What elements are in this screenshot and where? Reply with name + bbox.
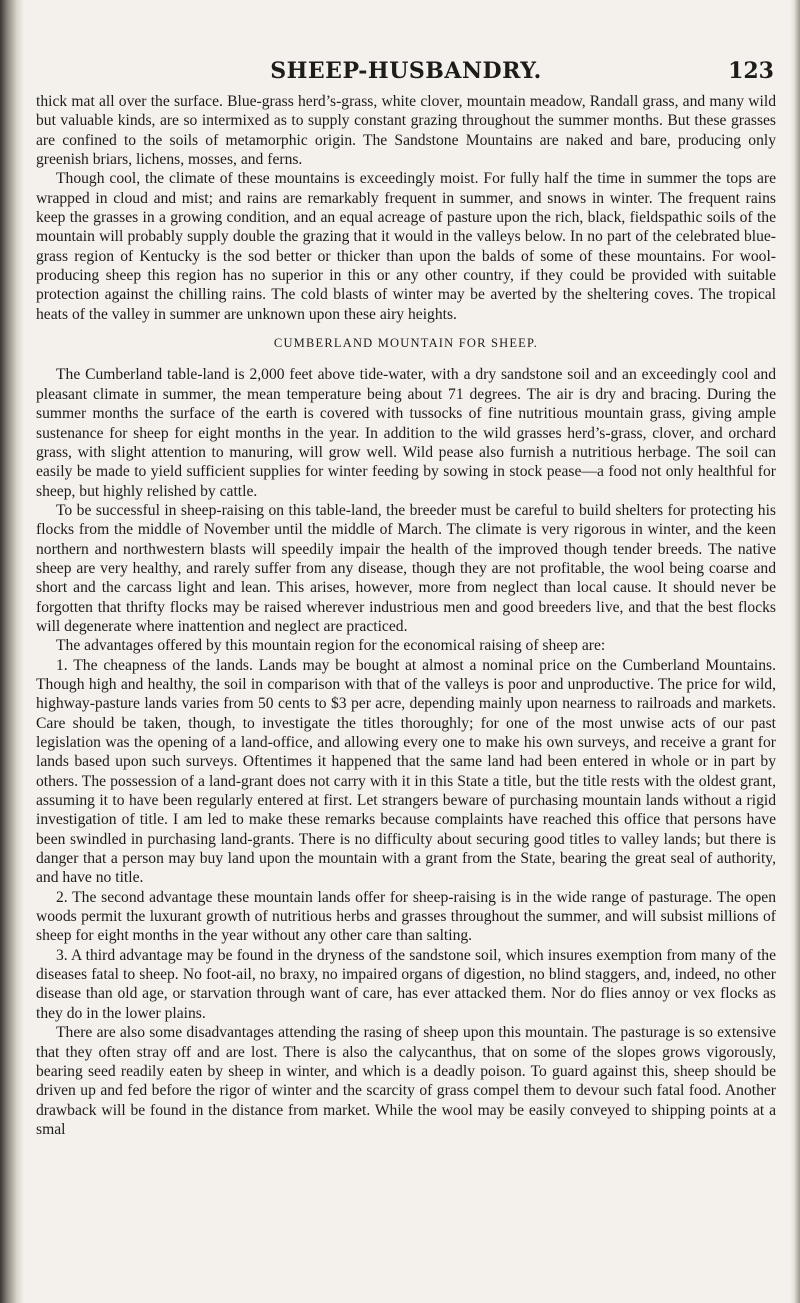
paragraph: thick mat all over the surface. Blue-grass herd’s-grass, white clover, mountain meadow, Randall grass, and many wild but valuable kinds, are so intermixed as to supply constant grazing throughout the summer months. But these grasses are confined to the soils of metamorphic origin. The Sandstone Mountains are naked and bare, producing only greenish briars, lichens, mosses, and ferns. [36,93,776,169]
body-text [36,92,776,1139]
paragraph: 2. The second advantage these mountain lands offer for sheep-raising is in the wide range of pasturage. The open woods permit the luxurant growth of nutritious herbs and grasses throughout the summer, and will subsist millions of sheep for eight months in the year without any other care than salting. [36,888,776,945]
page-edge-shadow [790,0,800,1303]
page-number: 123 [728,58,774,84]
paragraph: The Cumberland table-land is 2,000 feet above tide-water, with a dry sandstone soil and an exceedingly cool and pleasant climate in summer, the mean temperature being about 71 degrees. The air is dry and bracing. During the summer months the surface of the earth is covered with tussocks of fine nutritious mountain grass, giving ample sustenance for sheep for eight months in the year. In addition to the wild grasses herd’s-grass, clover, and orchard grass, with slight attention to manuring, will grow well. Wild pease also furnish a nutritious herbage. The soil can easily be made to yield sufficient supplies for winter feeding by sowing in stock pease—a food not only healthful for sheep, but highly relished by cattle. [36,366,776,500]
running-head [36,58,776,92]
paragraph: There are also some disadvantages attending the rasing of sheep upon this mountain. The pasturage is so extensive that they often stray off and are lost. There is also the calycanthus, that on some of the slopes grows vigorously, bearing seed readily eaten by sheep in winter, and which is a deadly poison. To guard against this, sheep should be driven up and fed before the rigor of winter and the scarcity of grass compel them to devour such fatal food. Another drawback will be found in the distance from market. While the wool may be easily conveyed to shipping points at a smal [36,1024,776,1138]
book-page [36,58,776,1139]
paragraph: 3. A third advantage may be found in the dryness of the sandstone soil, which insures exemption from many of the diseases fatal to sheep. No foot-ail, no braxy, no impaired organs of digestion, no blind staggers, and, indeed, no other disease than old age, or starvation through want of care, has ever attacked them. Nor do flies annoy or vex flocks as they do in the lower plains. [36,946,776,1022]
running-title: SHEEP-HUSBANDRY. [270,58,542,84]
paragraph: The advantages offered by this mountain region for the economical raising of sheep are: [56,637,606,655]
section-heading: CUMBERLAND MOUNTAIN FOR SHEEP. [273,336,539,351]
paragraph: To be successful in sheep-raising on this table-land, the breeder must be careful to build shelters for protecting his flocks from the middle of November until the middle of March. The climate is very rigorous in winter, and the keen northern and northwestern blasts will speedily impair the health of the improved though tender breeds. The native sheep are very healthy, and rarely suffer from any disease, though they are not profitable, the wool being coarse and short and the carcass light and lean. This arises, however, more from neglect than local cause. It should never be forgotten that thrifty flocks may be raised wherever industrious men and good breeders live, and that the best flocks will degenerate where inattention and neglect are practiced. [36,501,776,635]
paragraph: 1. The cheapness of the lands. Lands may be bought at almost a nominal price on the Cumberland Mountains. Though high and healthy, the soil in comparison with that of the valleys is poor and unproductive. The price for wild, highway-pasture lands varies from 50 cents to $3 per acre, depending mainly upon nearness to railroads and markets. Care should be taken, though, to investigate the titles thoroughly; for one of the most unwise acts of our past legislation was the opening of a land-office, and allowing every one to make his own surveys, and receive a grant for lands based upon such surveys. Oftentimes it happened that the same land had been entered in whole or in part by others. The possession of a land-grant does not carry with it in this State a title, but the title rests with the oldest grant, assuming it to have been regularly entered at first. Let strangers beware of purchasing mountain lands without a rigid investigation of title. I am led to make these remarks because complaints have reached this office that persons have been swindled in purchasing land-grants. There is no difficulty about securing good titles to valley lands; but there is danger that a person may buy land upon the mountain with a grant from the State, bearing the great seal of authority, and have no title. [36,656,776,887]
book-gutter-shadow [0,0,24,1303]
paragraph: Though cool, the climate of these mountains is exceedingly moist. For fully half the time in summer the tops are wrapped in cloud and mist; and rains are remarkably frequent in summer, and snows in winter. The frequent rains keep the grasses in a growing condition, and an equal acreage of pasture upon the rich, black, fieldspathic soils of the mountain will probably supply double the grazing that it would in the valleys below. In no part of the celebrated blue-grass region of Kentucky is the sod better or thicker than upon the balds of some of these mountains. For wool-producing sheep this region has no superior in this or any other country, if they could be provided with suitable protection against the chilling rains. The cold blasts of winter may be averted by the sheltering coves. The tropical heats of the valley in summer are unknown upon these airy heights. [36,170,776,323]
